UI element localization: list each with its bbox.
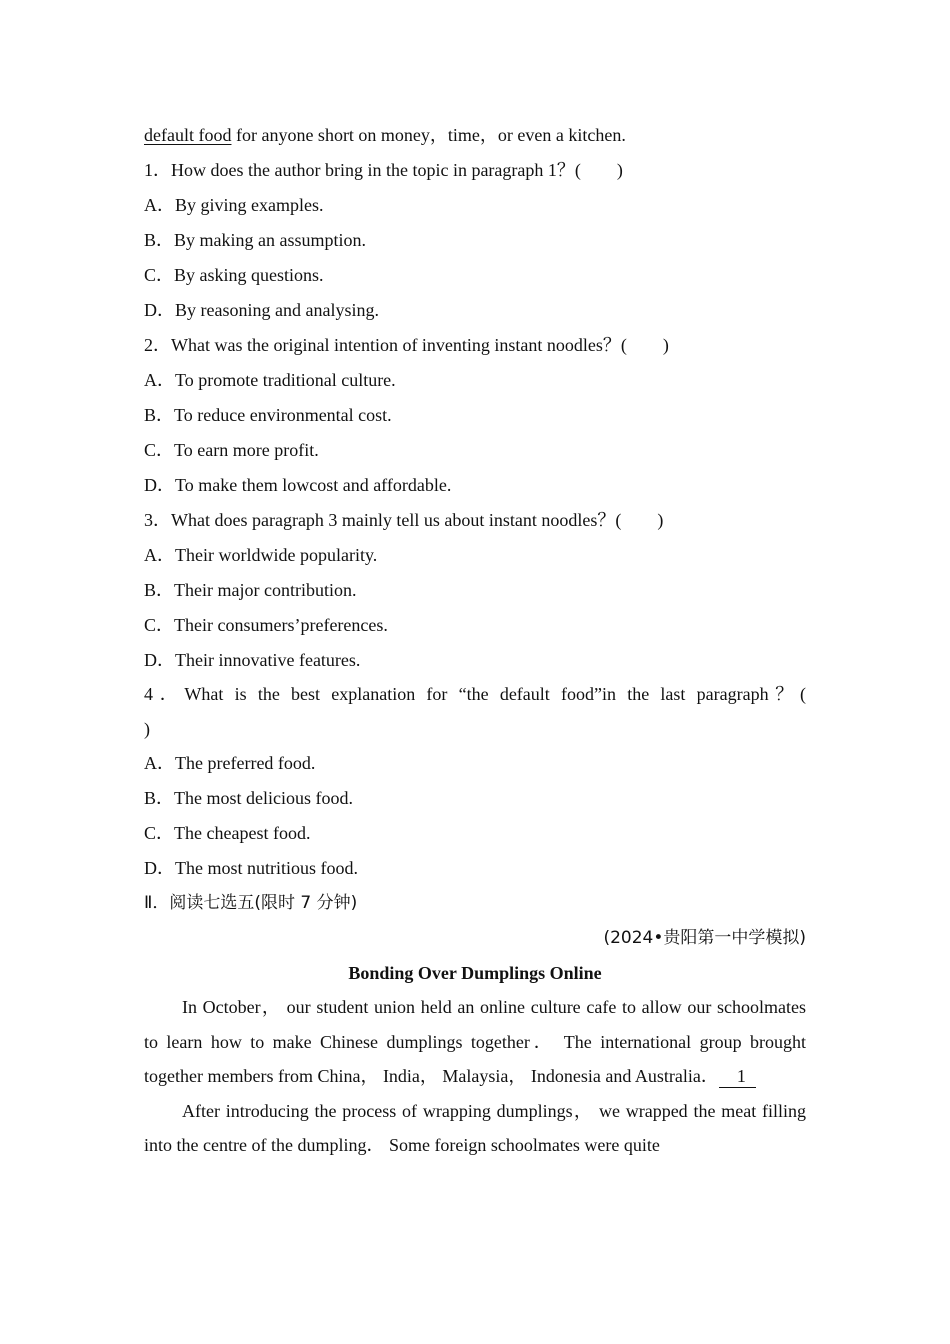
question-2-option-d: D．To make them lowcost and affordable. bbox=[144, 475, 452, 495]
question-2-option-b: B．To reduce environmental cost. bbox=[144, 405, 392, 425]
question-1-option-d: D．By reasoning and analysing. bbox=[144, 300, 379, 320]
question-3-stem: 3．What does paragraph 3 mainly tell us about instant noodles？( ) bbox=[144, 510, 664, 530]
paragraph-1-text: In October， our student union held an online culture cafe to allow our schoolmates to learn how to make Chinese dumplings together． The international group brought together members from China， India， Malaysia， Indonesia and Australia． bbox=[144, 997, 806, 1086]
question-3-option-a: A．Their worldwide popularity. bbox=[144, 545, 378, 565]
question-4-option-a: A．The preferred food. bbox=[144, 753, 316, 773]
question-4-stem-tail: ) bbox=[144, 719, 150, 739]
question-3-option-b: B．Their major contribution. bbox=[144, 580, 357, 600]
intro-line bbox=[144, 118, 806, 153]
question-4-option-b: B．The most delicious food. bbox=[144, 788, 353, 808]
question-4-option-c: C．The cheapest food. bbox=[144, 823, 311, 843]
intro-line-rest: for anyone short on money，time，or even a kitchen. bbox=[231, 125, 626, 145]
passage-paragraph-2: After introducing the process of wrapping dumplings， we wrapped the meat filling into the centre of the dumpling． Some foreign schoolmates were quite bbox=[144, 1100, 806, 1155]
source-citation: (2024•贵阳第一中学模拟) bbox=[603, 928, 806, 948]
passage-paragraph-1 bbox=[144, 990, 806, 1094]
question-3-option-d: D．Their innovative features. bbox=[144, 650, 361, 670]
question-1-option-c: C．By asking questions. bbox=[144, 265, 324, 285]
question-1-stem: 1．How does the author bring in the topic in paragraph 1？( ) bbox=[144, 160, 623, 180]
question-4-option-d: D．The most nutritious food. bbox=[144, 858, 358, 878]
section-heading: Ⅱ．阅读七选五(限时 7 分钟) bbox=[144, 893, 358, 913]
question-3-option-c: C．Their consumers’preferences. bbox=[144, 615, 388, 635]
passage-title: Bonding Over Dumplings Online bbox=[348, 963, 602, 983]
document-page bbox=[144, 118, 806, 1163]
underlined-phrase: default food bbox=[144, 125, 232, 145]
question-2-stem: 2．What was the original intention of inventing instant noodles？( ) bbox=[144, 335, 669, 355]
question-1-option-a: A．By giving examples. bbox=[144, 195, 324, 215]
blank-1: 1 bbox=[719, 1065, 756, 1088]
question-2-option-a: A．To promote traditional culture. bbox=[144, 370, 396, 390]
question-1-option-b: B．By making an assumption. bbox=[144, 230, 366, 250]
question-4-stem: 4．What is the best explanation for “the default food”in the last paragraph？( bbox=[144, 684, 806, 704]
question-2-option-c: C．To earn more profit. bbox=[144, 440, 319, 460]
